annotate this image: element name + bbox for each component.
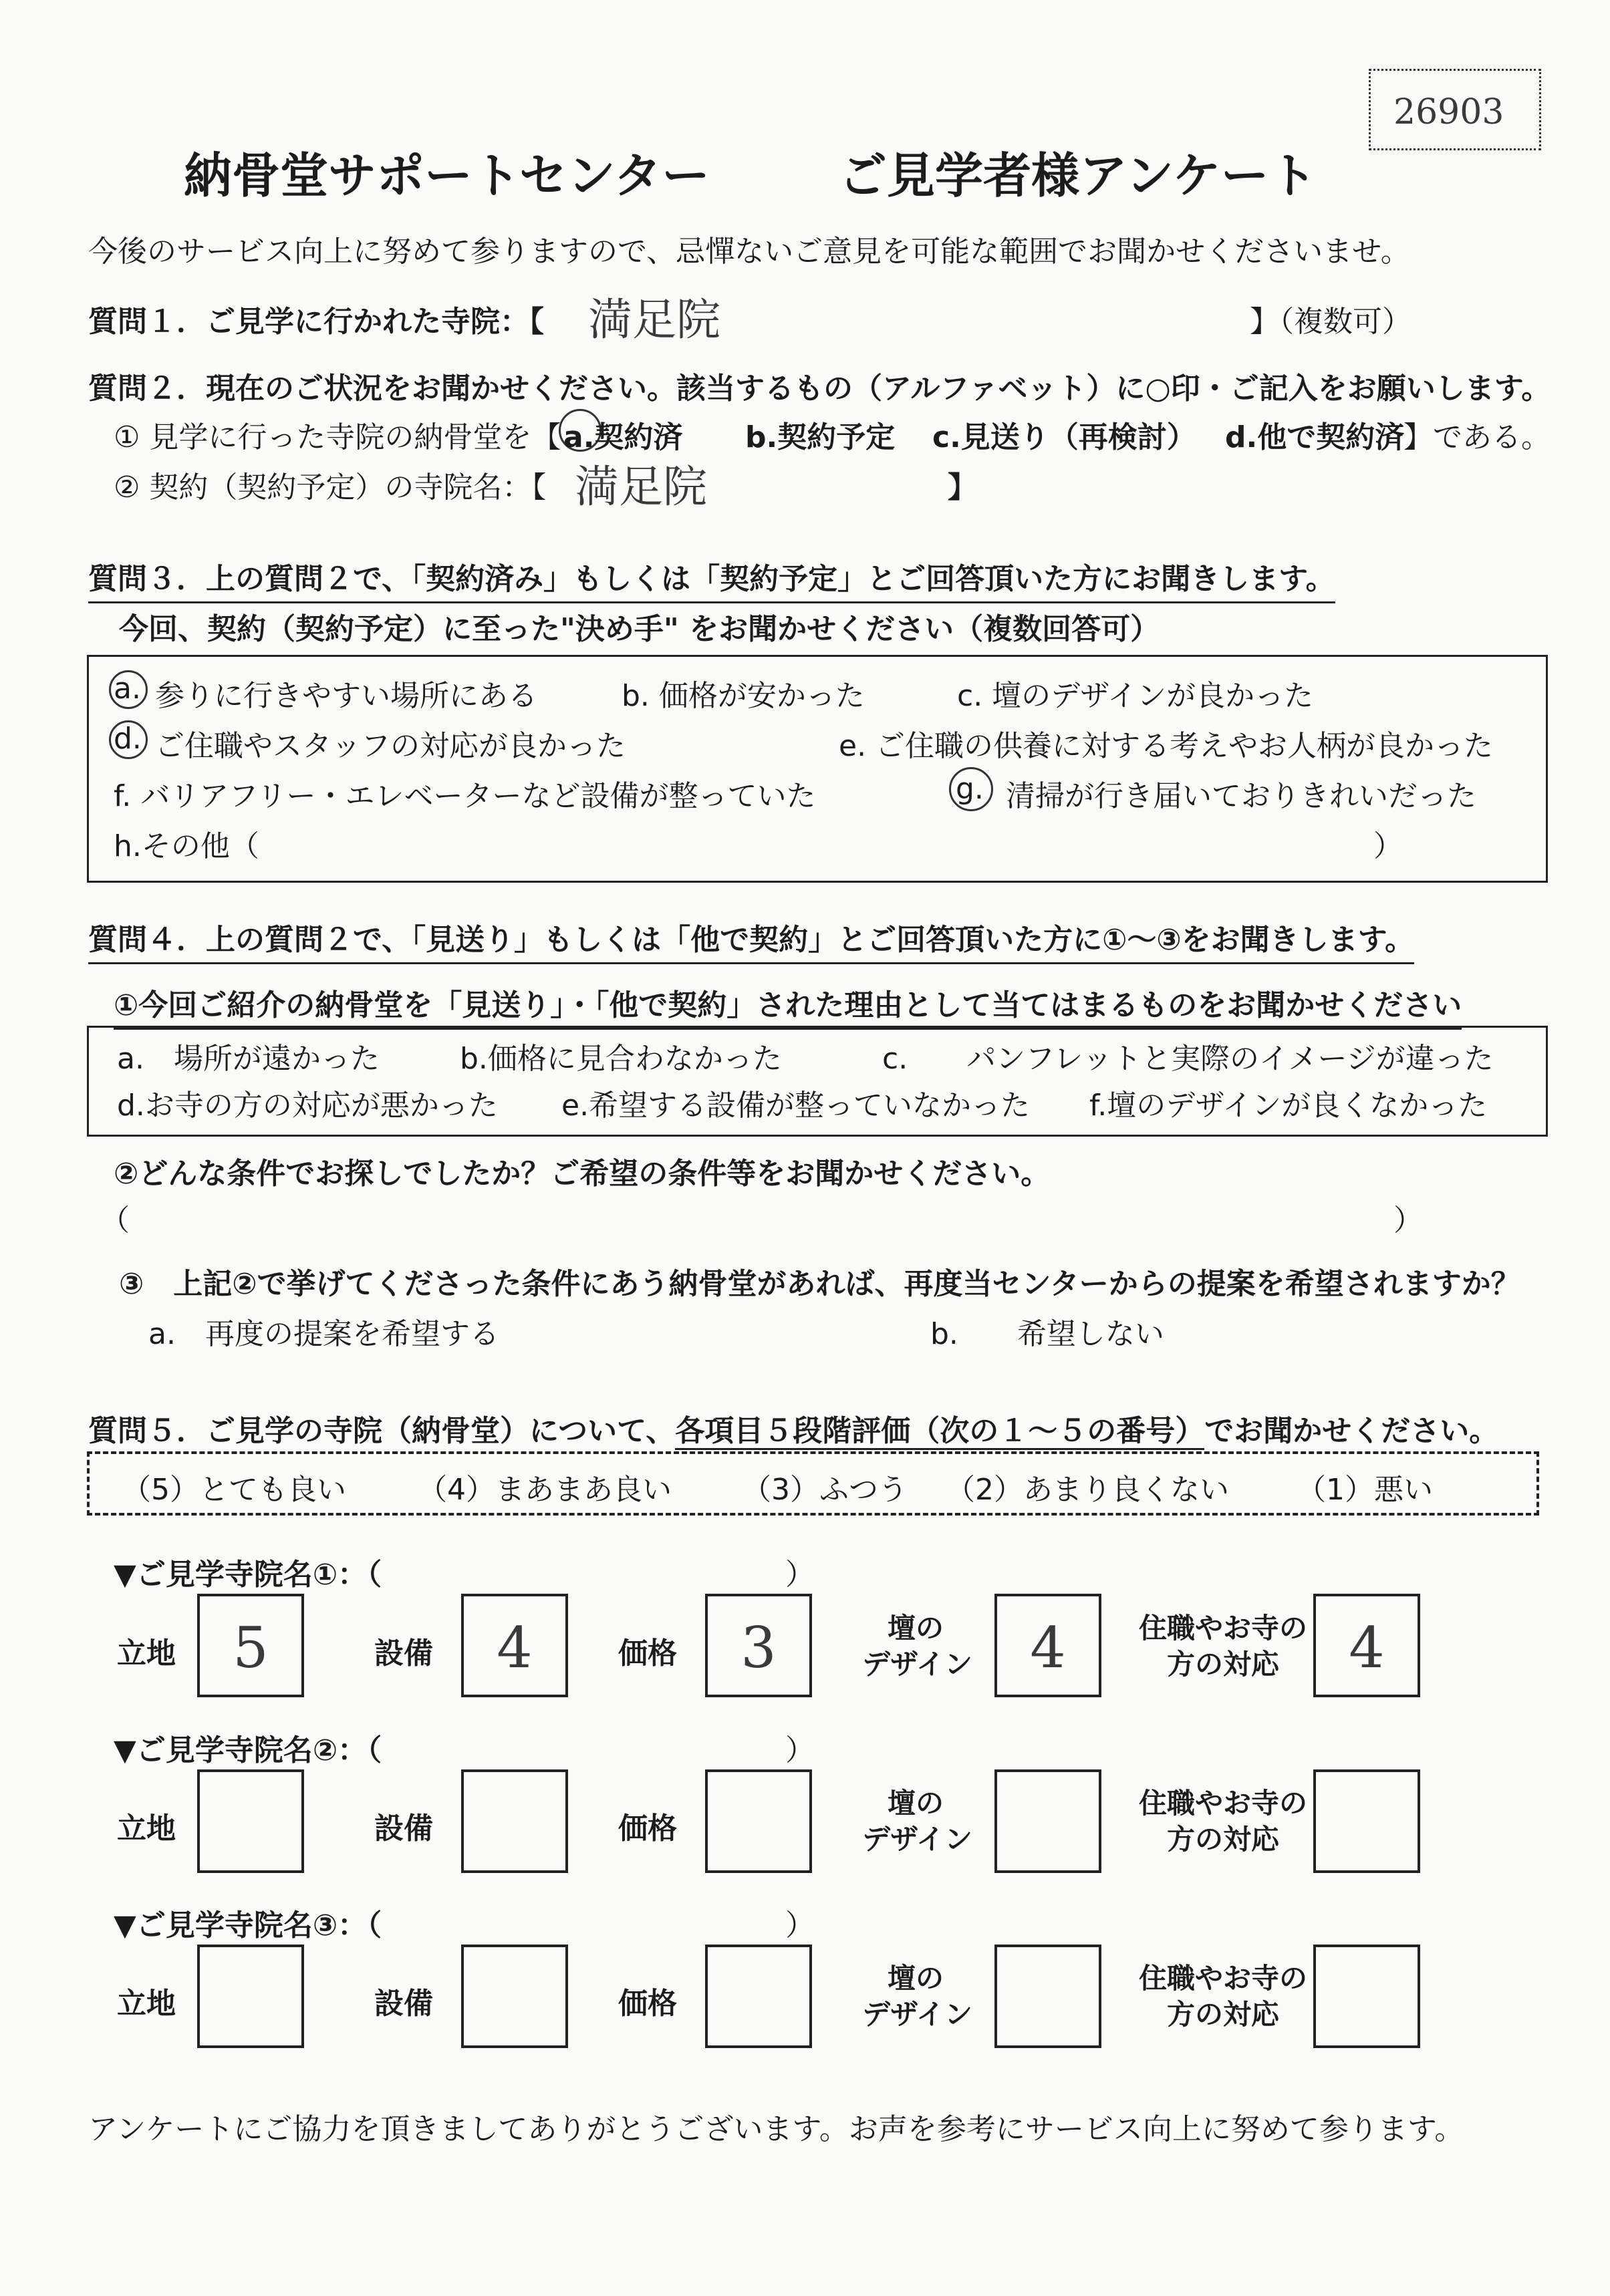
q4-sub2-answer-field[interactable] — [140, 1196, 1377, 1232]
temple-2-label-location: 立地 — [117, 1812, 176, 1846]
temple-3-score-staff[interactable] — [1313, 1945, 1420, 2048]
staff-label-line2: 方の対応 — [1166, 1648, 1279, 1681]
temple-1-score-facility[interactable]: 4 — [461, 1594, 568, 1697]
intro-text: 今後のサービス向上に努めて参りますので、忌憚ないご意見を可能な範囲でお聞かせくださいませ。 — [88, 235, 1410, 269]
q4-sub2: ②どんな条件でお探しでしたか？ご希望の条件等をお聞かせください。 — [114, 1157, 1051, 1191]
q4-option-e[interactable]: e.希望する設備が整っていなかった — [561, 1089, 1031, 1123]
q1-answer[interactable]: 満足院 — [588, 294, 720, 345]
q2-option-a[interactable]: a.契約済 — [563, 420, 683, 454]
q3-option-a-text: 参りに行きやすい場所にある — [155, 679, 537, 713]
design-label-line2: デザイン — [862, 1998, 973, 2031]
design-label-line1: 壇の — [887, 1612, 944, 1644]
title-survey: ご見学者様アンケート — [839, 148, 1317, 204]
temple-3-score-price[interactable] — [705, 1945, 812, 2048]
title-center-name: 納骨堂サポートセンター — [184, 148, 710, 204]
q4-sub2-open: （ — [100, 1203, 130, 1238]
q3-label: 質問３．上の質問２で、「契約済み」もしくは「契約予定」とご回答頂いた方にお聞きします。 — [88, 555, 1335, 603]
footer-thanks: アンケートにご協力を頂きましてありがとうございます。お声を参考にサービス向上に努めて参ります。 — [88, 2112, 1464, 2146]
q2-option-b[interactable]: b.契約予定 — [745, 420, 896, 454]
temple-2-close: ） — [785, 1733, 815, 1767]
design-label-line1: 壇の — [887, 1787, 944, 1820]
q4-option-a[interactable]: a. 場所が遠かった — [117, 1042, 380, 1076]
q2-line2-answer[interactable]: 満足院 — [575, 461, 707, 513]
q2-label: 質問２．現在のご状況をお聞かせください。該当するもの（アルファベット）に○印・ご記入をお願いします。 — [88, 372, 1551, 406]
staff-label-line1: 住職やお寺の — [1138, 1787, 1307, 1820]
q5-scale-1: （1）悪い — [1297, 1473, 1433, 1507]
design-label-line2: デザイン — [862, 1823, 973, 1856]
q1-close: 】（複数可） — [1250, 305, 1412, 339]
temple-1-score-design[interactable]: 4 — [994, 1594, 1101, 1697]
temple-3-score-facility[interactable] — [461, 1945, 568, 2048]
design-label-line1: 壇の — [887, 1962, 944, 1995]
q3-option-b[interactable]: b. 価格が安かった — [622, 679, 865, 713]
temple-2-score-design[interactable] — [994, 1769, 1101, 1873]
q5-label — [88, 1407, 1498, 1449]
q5-scale-3: （3）ふつう — [742, 1473, 908, 1507]
temple-1-score-staff[interactable]: 4 — [1313, 1594, 1420, 1697]
q3-option-h[interactable]: h.その他（ — [114, 829, 259, 863]
temple-2-name-field[interactable] — [414, 1726, 775, 1762]
q5-scale-5: （5）とても良い — [122, 1473, 346, 1507]
q3-option-e[interactable]: e. ご住職の供養に対する考えやお人柄が良かった — [839, 729, 1494, 763]
q4-option-b[interactable]: b.価格に見合わなかった — [460, 1042, 782, 1076]
q5-label-underlined: 各項目５段階評価（次の１〜５の番号） — [675, 1414, 1204, 1450]
staff-label-line2: 方の対応 — [1166, 1998, 1279, 2031]
q3-subtitle: 今回、契約（契約予定）に至った"決め手" をお聞かせください（複数回答可） — [119, 612, 1160, 646]
temple-3-label-design — [862, 1961, 973, 2033]
temple-3-name-field[interactable] — [414, 1901, 775, 1937]
q4-sub3-option-a[interactable]: a. 再度の提案を希望する — [148, 1317, 499, 1351]
q4-label: 質問４．上の質問２で、「見送り」もしくは「他で契約」とご回答頂いた方に①〜③をお聞きします。 — [88, 915, 1414, 964]
temple-1-score-location[interactable]: 5 — [197, 1594, 304, 1697]
q4-sub3-option-b[interactable]: b. 希望しない — [930, 1317, 1164, 1351]
q4-sub2-close: ） — [1393, 1203, 1423, 1238]
q2-line2-close: 】 — [948, 470, 977, 505]
q4-sub3: ③ 上記②で挙げてくださった条件にあう納骨堂があれば、再度当センターからの提案を希望されますか？ — [119, 1267, 1520, 1301]
temple-1-label-price: 価格 — [618, 1636, 677, 1671]
temple-1-label-facility: 設備 — [374, 1636, 433, 1671]
temple-2-label-design — [862, 1785, 973, 1858]
temple-1-close: ） — [785, 1558, 815, 1592]
q1-label: 質問１．ご見学に行かれた寺院：【 — [88, 305, 544, 339]
q4-option-f[interactable]: f.壇のデザインが良くなかった — [1089, 1089, 1488, 1123]
temple-3-score-location[interactable] — [197, 1945, 304, 2048]
temple-3-label-location: 立地 — [117, 1987, 176, 2021]
q3-option-g[interactable]: g. — [956, 772, 984, 806]
q2-option-c[interactable]: c.見送り（再検討） — [932, 420, 1196, 454]
temple-2-label-price: 価格 — [618, 1812, 677, 1846]
q2-line2-prefix: ② 契約（契約予定）の寺院名：【 — [114, 470, 547, 505]
temple-2-score-location[interactable] — [197, 1769, 304, 1873]
design-label-line2: デザイン — [862, 1648, 973, 1681]
staff-label-line1: 住職やお寺の — [1138, 1962, 1307, 1995]
temple-1-label-location: 立地 — [117, 1636, 176, 1671]
q4-sub1: ①今回ご紹介の納骨堂を「見送り」・「他で契約」された理由として当てはまるものをお聞かせください — [114, 981, 1462, 1030]
q3-option-c[interactable]: c. 壇のデザインが良かった — [957, 679, 1314, 713]
q4-option-d[interactable]: d.お寺の方の対応が悪かった — [117, 1089, 498, 1123]
q2-line1-suffix: 】である。 — [1403, 420, 1551, 454]
temple-1-score-price[interactable]: 3 — [705, 1594, 812, 1697]
survey-id: 26903 — [1393, 92, 1504, 132]
temple-3-label-price: 価格 — [618, 1987, 677, 2021]
q3-option-a[interactable]: a. — [114, 672, 141, 706]
q4-option-c[interactable]: c. パンフレットと実際のイメージが違った — [882, 1042, 1494, 1076]
q5-scale-2: （2）あまり良くない — [946, 1473, 1229, 1507]
temple-2-score-staff[interactable] — [1313, 1769, 1420, 1873]
temple-3-label-staff — [1129, 1961, 1317, 2033]
staff-label-line2: 方の対応 — [1166, 1823, 1279, 1856]
temple-3-score-design[interactable] — [994, 1945, 1101, 2048]
temple-2-score-price[interactable] — [705, 1769, 812, 1873]
q3-option-g-text: 清掃が行き届いておりきれいだった — [1006, 779, 1476, 813]
staff-label-line1: 住職やお寺の — [1138, 1612, 1307, 1644]
q5-label-suffix: でお聞かせください。 — [1204, 1414, 1499, 1448]
q3-option-h-close: ） — [1373, 829, 1403, 863]
q3-option-d[interactable]: d. — [114, 722, 142, 756]
temple-2-score-facility[interactable] — [461, 1769, 568, 1873]
temple-1-heading: ▼ご見学寺院名①：（ — [114, 1558, 382, 1592]
q5-scale-4: （4）まあまあ良い — [418, 1473, 672, 1507]
q5-label-prefix: 質問５．ご見学の寺院（納骨堂）について、 — [88, 1414, 676, 1448]
temple-1-name-field[interactable] — [414, 1550, 775, 1586]
temple-2-label-facility: 設備 — [374, 1812, 433, 1846]
temple-3-close: ） — [785, 1908, 815, 1943]
temple-2-label-staff — [1129, 1785, 1317, 1858]
temple-1-label-staff — [1129, 1610, 1317, 1683]
q2-option-d[interactable]: d.他で契約済 — [1225, 420, 1405, 454]
temple-2-heading: ▼ご見学寺院名②：（ — [114, 1733, 382, 1767]
temple-3-heading: ▼ご見学寺院名③：（ — [114, 1908, 382, 1943]
q3-option-f[interactable]: f. バリアフリー・エレベーターなど設備が整っていた — [114, 779, 816, 813]
q2-line1-prefix: ① 見学に行った寺院の納骨堂を【 — [114, 420, 561, 454]
q3-option-d-text: ご住職やスタッフの対応が良かった — [155, 729, 626, 763]
temple-1-label-design — [862, 1610, 973, 1683]
temple-3-label-facility: 設備 — [374, 1987, 433, 2021]
